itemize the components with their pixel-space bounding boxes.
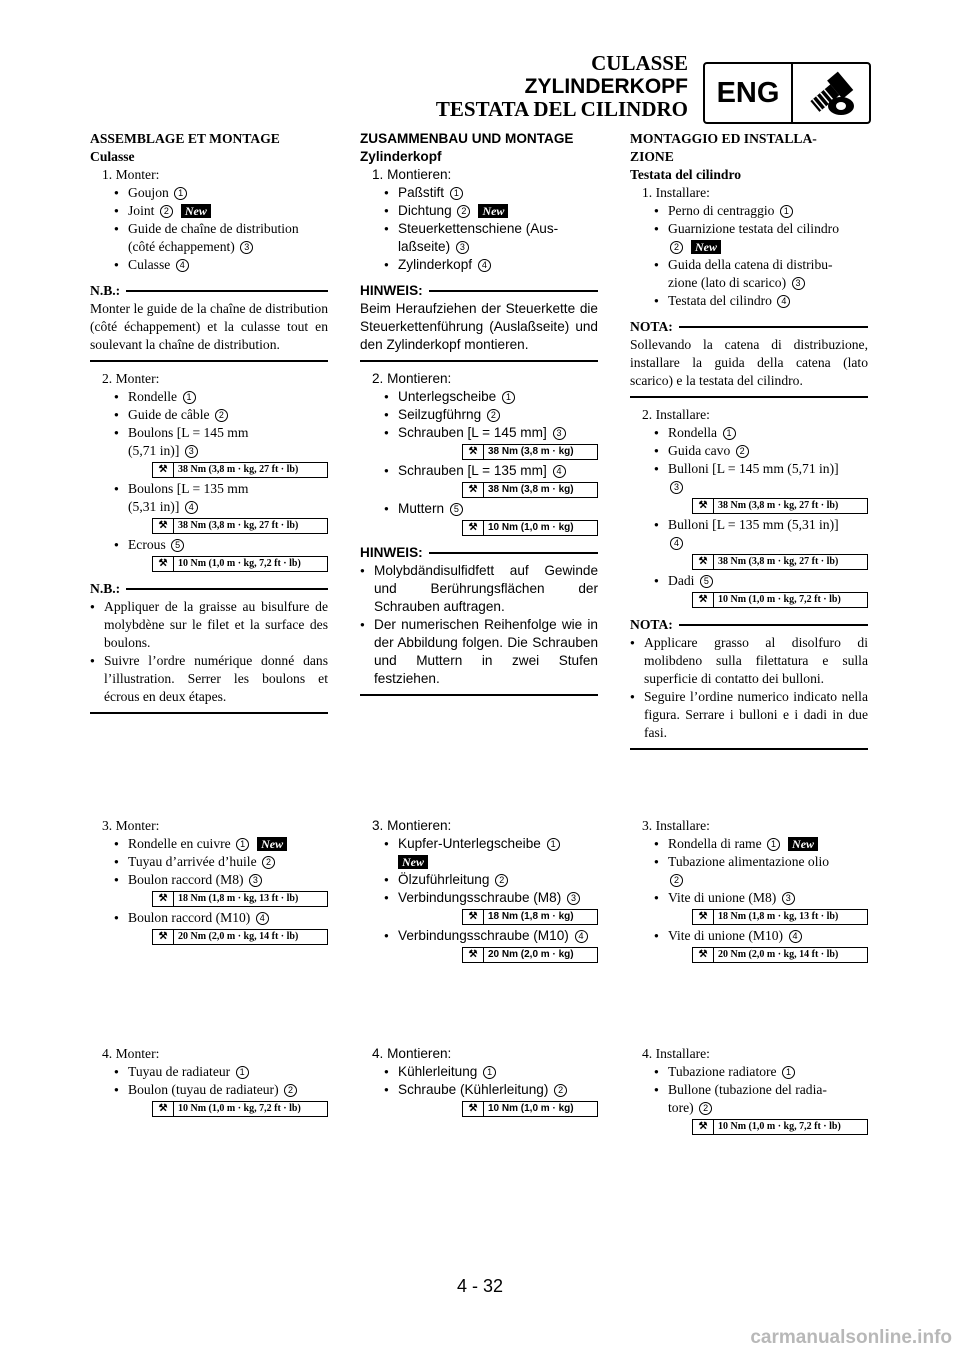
list-item: ● Joint 2 New xyxy=(90,202,328,220)
list-item: ● Boulon (tuyau de radiateur) 2 xyxy=(90,1081,328,1099)
step-3: 3. Montieren: xyxy=(372,818,452,833)
title-it: TESTATA DEL CILINDRO xyxy=(435,97,688,121)
note-heading: N.B.: xyxy=(90,580,328,598)
torque-spec: ⚒ 10 Nm (1,0 m · kg, 7,2 ft · lb) xyxy=(90,1101,328,1117)
list-item: laßseite) 3 xyxy=(360,238,598,256)
list-item: ● Boulons [L = 145 mm xyxy=(90,424,328,442)
divider xyxy=(90,712,328,714)
step-2: 2. Installare: xyxy=(642,407,710,422)
note-bullet: ● Seguire l’ordine numerico indicato nella figura. Serrare i bulloni e i dadi in due fasi. xyxy=(630,688,868,742)
note-text: Beim Heraufziehen der Steuerkette die Steuerkettenführung (Auslaßseite) und den Zylinderkopf montieren. xyxy=(360,301,598,352)
torque-spec: ⚒ 18 Nm (1,8 m · kg) xyxy=(360,909,598,925)
list-item: ● Dichtung 2 New xyxy=(360,202,598,220)
list-item: ● Perno di centraggio 1 xyxy=(630,202,868,220)
torque-spec: ⚒ 10 Nm (1,0 m · kg, 7,2 ft · lb) xyxy=(90,556,328,572)
list-item: ● Boulons [L = 135 mm xyxy=(90,480,328,498)
note-heading: NOTA: xyxy=(630,616,868,634)
list-item: ● Guarnizione testata del cilindro xyxy=(630,220,868,238)
list-item: ● Ölzuführleitung 2 xyxy=(360,871,598,889)
list-item: ● Schrauben [L = 135 mm] 4 xyxy=(360,462,598,480)
step-1: 1. Montieren: xyxy=(372,167,452,182)
torque-spec: ⚒ 38 Nm (3,8 m · kg) xyxy=(360,444,598,460)
step-2: 2. Monter: xyxy=(102,371,160,386)
list-item: ● Rondelle 1 xyxy=(90,388,328,406)
list-item: ● Guide de câble 2 xyxy=(90,406,328,424)
section-heading: ASSEMBLAGE ET MONTAGE xyxy=(90,131,280,146)
divider xyxy=(360,360,598,362)
list-item: ● Tuyau d’arrivée d’huile 2 xyxy=(90,853,328,871)
step-2: 2. Montieren: xyxy=(372,371,452,386)
list-item: 2 New xyxy=(630,238,868,256)
list-item: ● Zylinderkopf 4 xyxy=(360,256,598,274)
torque-spec: ⚒ 38 Nm (3,8 m · kg, 27 ft · lb) xyxy=(630,498,868,514)
list-item: 4 xyxy=(630,534,868,552)
torque-spec: ⚒ 20 Nm (2,0 m · kg) xyxy=(360,947,598,963)
divider xyxy=(360,694,598,696)
torque-spec: ⚒ 38 Nm (3,8 m · kg, 27 ft · lb) xyxy=(630,554,868,570)
list-item: ● Rondelle en cuivre 1 New xyxy=(90,835,328,853)
list-item: (côté échappement) 3 xyxy=(90,238,328,256)
torque-spec: ⚒ 38 Nm (3,8 m · kg, 27 ft · lb) xyxy=(90,462,328,478)
torque-spec: ⚒ 10 Nm (1,0 m · kg) xyxy=(360,520,598,536)
note-heading: HINWEIS: xyxy=(360,282,598,300)
list-item: ● Kühlerleitung 1 xyxy=(360,1063,598,1081)
watermark: carmanualsonline.info xyxy=(750,1327,952,1348)
title-fr: CULASSE xyxy=(591,51,688,75)
section-badge xyxy=(703,62,871,124)
section-heading: ZUSAMMENBAU UND MONTAGE xyxy=(360,131,574,146)
list-item: ● Steuerkettenschiene (Aus- xyxy=(360,220,598,238)
section-heading: MONTAGGIO ED INSTALLA- xyxy=(630,131,817,146)
note-bullet: ● Der numerischen Reihenfolge wie in der Abbildung folgen. Die Schrauben und Muttern in zwei Stufen festziehen. xyxy=(360,616,598,688)
list-item: ● Schraube (Kühlerleitung) 2 xyxy=(360,1081,598,1099)
list-item: ● Boulon raccord (M10) 4 xyxy=(90,909,328,927)
list-item: ● Paßstift 1 xyxy=(360,184,598,202)
list-item: ● Vite di unione (M8) 3 xyxy=(630,889,868,907)
list-item: ● Goujon 1 xyxy=(90,184,328,202)
list-item: (5,31 in)] 4 xyxy=(90,498,328,516)
list-item: zione (lato di scarico) 3 xyxy=(630,274,868,292)
torque-spec: ⚒ 18 Nm (1,8 m · kg, 13 ft · lb) xyxy=(630,909,868,925)
list-item: ● Guide de chaîne de distribution xyxy=(90,220,328,238)
step-1: 1. Installare: xyxy=(642,185,710,200)
list-item: ● Unterlegscheibe 1 xyxy=(360,388,598,406)
new-tag-row: New xyxy=(360,853,598,871)
note-heading: N.B.: xyxy=(90,282,328,300)
subsection-heading: Zylinderkopf xyxy=(360,149,442,164)
note-bullet: ● Suivre l’ordre numérique donné dans l’illustration. Serrer les boulons et écrous en deux étapes. xyxy=(90,652,328,706)
badge-label: ENG xyxy=(705,64,793,122)
note-text: Sollevando la catena di distribuzione, installare la guida della catena (lato scarico) e la testata del cilindro. xyxy=(630,337,868,388)
note-bullet: ● Applicare grasso al disolfuro di molibdeno sulla filettatura e sulla superficie di contatto dei bulloni. xyxy=(630,634,868,688)
torque-spec: ⚒ 38 Nm (3,8 m · kg, 27 ft · lb) xyxy=(90,518,328,534)
step-1: 1. Monter: xyxy=(102,167,160,182)
title-de: ZYLINDERKOPF xyxy=(524,75,688,98)
list-item: ● Culasse 4 xyxy=(90,256,328,274)
list-item: ● Rondella di rame 1 New xyxy=(630,835,868,853)
list-item: ● Schrauben [L = 145 mm] 3 xyxy=(360,424,598,442)
list-item: ● Ecrous 5 xyxy=(90,536,328,554)
step-4: 4. Installare: xyxy=(642,1046,710,1061)
torque-spec: ⚒ 20 Nm (2,0 m · kg, 14 ft · lb) xyxy=(90,929,328,945)
page-header xyxy=(436,52,688,121)
engine-bolt-icon xyxy=(793,64,869,122)
list-item: ● Kupfer-Unterlegscheibe 1 xyxy=(360,835,598,853)
list-item: ● Rondella 1 xyxy=(630,424,868,442)
note-bullet: ● Appliquer de la graisse au bisulfure de molybdène sur le filet et la surface des boulons. xyxy=(90,598,328,652)
list-item: ● Verbindungsschraube (M10) 4 xyxy=(360,927,598,945)
step-3: 3. Installare: xyxy=(642,818,710,833)
note-bullet: ● Molybdändisulfidfett auf Gewinde und Berührungsflächen der Schrauben auftragen. xyxy=(360,562,598,616)
list-item: ● Testata del cilindro 4 xyxy=(630,292,868,310)
list-item: 2 xyxy=(630,871,868,889)
note-heading: NOTA: xyxy=(630,318,868,336)
torque-spec: ⚒ 10 Nm (1,0 m · kg, 7,2 ft · lb) xyxy=(630,592,868,608)
list-item: tore) 2 xyxy=(630,1099,868,1117)
list-item: ● Tubazione alimentazione olio xyxy=(630,853,868,871)
subsection-heading: Testata del cilindro xyxy=(630,167,742,182)
step-4: 4. Montieren: xyxy=(372,1046,452,1061)
torque-spec: ⚒ 10 Nm (1,0 m · kg) xyxy=(360,1101,598,1117)
list-item: ● Vite di unione (M10) 4 xyxy=(630,927,868,945)
list-item: ● Muttern 5 xyxy=(360,500,598,518)
list-item: ● Seilzugführng 2 xyxy=(360,406,598,424)
torque-spec: ⚒ 38 Nm (3,8 m · kg) xyxy=(360,482,598,498)
list-item: ● Verbindungsschraube (M8) 3 xyxy=(360,889,598,907)
list-item: ● Boulon raccord (M8) 3 xyxy=(90,871,328,889)
note-heading: HINWEIS: xyxy=(360,544,598,562)
list-item: ● Tuyau de radiateur 1 xyxy=(90,1063,328,1081)
list-item: ● Dadi 5 xyxy=(630,572,868,590)
list-item: 3 xyxy=(630,478,868,496)
note-text: Monter le guide de la chaîne de distribution (côté échappement) et la culasse tout en soulevant la chaîne de distribution. xyxy=(90,301,328,352)
list-item: ● Bulloni [L = 135 mm (5,31 in)] xyxy=(630,516,868,534)
list-item: ● Guida della catena di distribu- xyxy=(630,256,868,274)
torque-spec: ⚒ 20 Nm (2,0 m · kg, 14 ft · lb) xyxy=(630,947,868,963)
step-3: 3. Monter: xyxy=(102,818,160,833)
subsection-heading: Culasse xyxy=(90,149,135,164)
divider xyxy=(90,360,328,362)
list-item: ● Bulloni [L = 145 mm (5,71 in)] xyxy=(630,460,868,478)
torque-spec: ⚒ 10 Nm (1,0 m · kg, 7,2 ft · lb) xyxy=(630,1119,868,1135)
list-item: ● Guida cavo 2 xyxy=(630,442,868,460)
page-number: 4 - 32 xyxy=(456,1276,504,1296)
divider xyxy=(630,748,868,750)
list-item: (5,71 in)] 3 xyxy=(90,442,328,460)
section-heading-cont: ZIONE xyxy=(630,149,674,164)
list-item: ● Tubazione radiatore 1 xyxy=(630,1063,868,1081)
torque-spec: ⚒ 18 Nm (1,8 m · kg, 13 ft · lb) xyxy=(90,891,328,907)
list-item: ● Bullone (tubazione del radia- xyxy=(630,1081,868,1099)
step-4: 4. Monter: xyxy=(102,1046,160,1061)
divider xyxy=(630,396,868,398)
